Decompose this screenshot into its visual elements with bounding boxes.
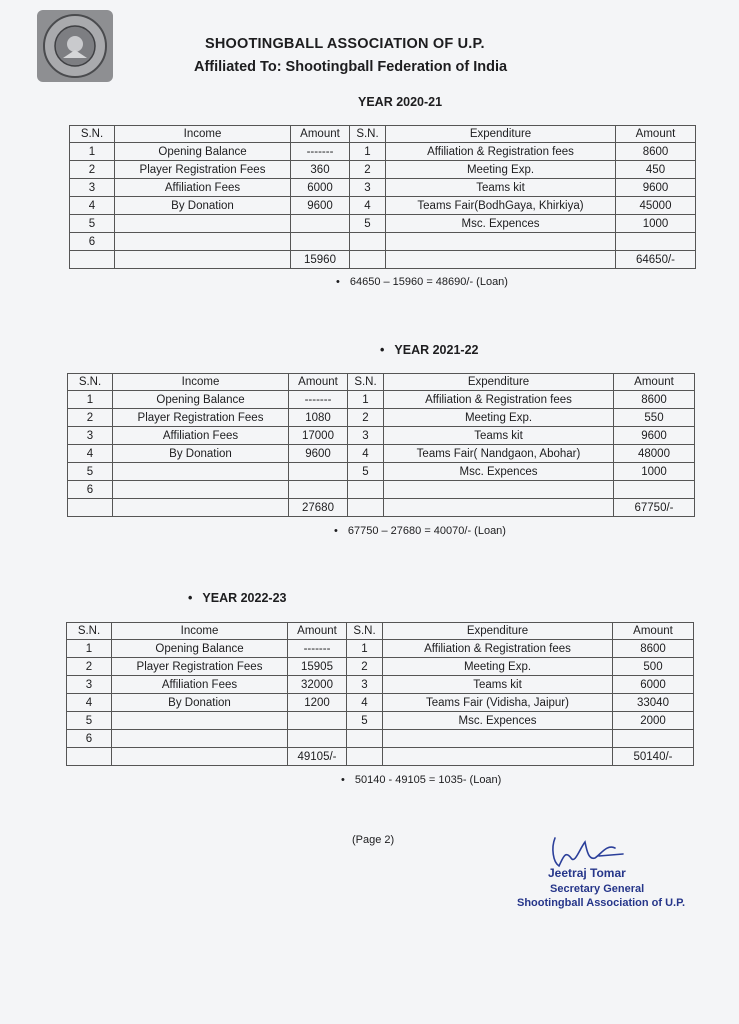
- table-row: [67, 640, 694, 658]
- income-amount: 9600: [289, 445, 348, 463]
- expenditure-amount: 8600: [616, 143, 696, 161]
- expenditure-sn: 1: [350, 143, 386, 161]
- year-heading: • YEAR 2021-22: [380, 343, 479, 357]
- income-item: [113, 481, 289, 499]
- expenditure-sn: 4: [350, 197, 386, 215]
- income-sn: 6: [68, 481, 113, 499]
- expenditure-sn: 4: [348, 445, 384, 463]
- expenditure-amount: [614, 481, 695, 499]
- column-header: Amount: [291, 126, 350, 143]
- income-item: Player Registration Fees: [113, 409, 289, 427]
- income-item: Player Registration Fees: [115, 161, 291, 179]
- table-row: [68, 391, 695, 409]
- income-amount: [289, 463, 348, 481]
- expenditure-item: Affiliation & Registration fees: [384, 391, 614, 409]
- table-row: [67, 658, 694, 676]
- income-item: [115, 233, 291, 251]
- income-sn: 1: [70, 143, 115, 161]
- expenditure-item: Msc. Expences: [383, 712, 613, 730]
- expenditure-amount: 9600: [614, 427, 695, 445]
- column-header: S.N.: [68, 374, 113, 391]
- expenditure-sn: [350, 233, 386, 251]
- column-header: S.N.: [70, 126, 115, 143]
- expenditure-item: Teams Fair (Vidisha, Jaipur): [383, 694, 613, 712]
- total-income: 49105/-: [288, 748, 347, 766]
- page-number: (Page 2): [352, 834, 395, 846]
- income-sn: 3: [68, 427, 113, 445]
- income-item: Affiliation Fees: [113, 427, 289, 445]
- income-amount: [289, 481, 348, 499]
- table-row: [67, 676, 694, 694]
- expenditure-sn: [347, 730, 383, 748]
- column-header: Income: [112, 623, 288, 640]
- expenditure-sn: 3: [350, 179, 386, 197]
- signatory-organization: Shootingball Association of U.P.: [517, 897, 686, 909]
- expenditure-sn: 5: [348, 463, 384, 481]
- expenditure-sn: 3: [348, 427, 384, 445]
- income-amount: 9600: [291, 197, 350, 215]
- table-row: [70, 161, 696, 179]
- income-amount: 1080: [289, 409, 348, 427]
- column-header: Amount: [289, 374, 348, 391]
- expenditure-item: Msc. Expences: [386, 215, 616, 233]
- signatory-name: Jeetraj Tomar: [548, 866, 626, 880]
- income-sn: 2: [70, 161, 115, 179]
- expenditure-sn: 2: [347, 658, 383, 676]
- expenditure-sn: 2: [350, 161, 386, 179]
- column-header: S.N.: [348, 374, 384, 391]
- expenditure-amount: 9600: [616, 179, 696, 197]
- expenditure-amount: 1000: [616, 215, 696, 233]
- expenditure-amount: 8600: [613, 640, 694, 658]
- income-item: Opening Balance: [112, 640, 288, 658]
- expenditure-item: Teams Fair( Nandgaon, Abohar): [384, 445, 614, 463]
- bullet-icon: •: [341, 774, 345, 786]
- expenditure-item: Msc. Expences: [384, 463, 614, 481]
- column-header: Expenditure: [386, 126, 616, 143]
- table-header-row: [68, 374, 695, 391]
- income-item: [115, 215, 291, 233]
- loan-formula: • 64650 – 15960 = 48690/- (Loan): [336, 276, 508, 288]
- column-header: Income: [113, 374, 289, 391]
- association-logo: [37, 10, 113, 82]
- expenditure-item: [384, 481, 614, 499]
- expenditure-sn: 1: [347, 640, 383, 658]
- table-row: [68, 463, 695, 481]
- income-sn: 2: [68, 409, 113, 427]
- expenditure-sn: [348, 481, 384, 499]
- expenditure-amount: 450: [616, 161, 696, 179]
- year-heading: • YEAR 2022-23: [188, 591, 287, 605]
- year-table: [67, 373, 695, 517]
- income-amount: [291, 233, 350, 251]
- table-row: [70, 215, 696, 233]
- income-amount: -------: [291, 143, 350, 161]
- table-row: [67, 712, 694, 730]
- expenditure-sn: 3: [347, 676, 383, 694]
- expenditure-amount: 500: [613, 658, 694, 676]
- income-amount: -------: [288, 640, 347, 658]
- bullet-icon: •: [380, 343, 385, 357]
- table-row: [70, 143, 696, 161]
- table-header-row: [67, 623, 694, 640]
- income-sn: 5: [68, 463, 113, 481]
- bullet-icon: •: [188, 591, 193, 605]
- column-header: Amount: [614, 374, 695, 391]
- income-sn: 2: [67, 658, 112, 676]
- expenditure-item: Meeting Exp.: [383, 658, 613, 676]
- expenditure-item: Meeting Exp.: [386, 161, 616, 179]
- expenditure-item: Teams kit: [386, 179, 616, 197]
- total-row: [70, 251, 696, 269]
- logo-emblem-icon: [41, 12, 109, 80]
- income-sn: 1: [67, 640, 112, 658]
- expenditure-sn: 1: [348, 391, 384, 409]
- income-amount: 6000: [291, 179, 350, 197]
- column-header: Expenditure: [383, 623, 613, 640]
- table-row: [67, 694, 694, 712]
- expenditure-amount: 1000: [614, 463, 695, 481]
- expenditure-item: Affiliation & Registration fees: [386, 143, 616, 161]
- table-row: [68, 409, 695, 427]
- expenditure-amount: 45000: [616, 197, 696, 215]
- expenditure-amount: 6000: [613, 676, 694, 694]
- year-heading: YEAR 2020-21: [358, 95, 443, 109]
- loan-formula: • 67750 – 27680 = 40070/- (Loan): [334, 525, 506, 537]
- income-item: By Donation: [112, 694, 288, 712]
- income-amount: [288, 730, 347, 748]
- total-expenditure: 64650/-: [616, 251, 696, 269]
- income-item: Player Registration Fees: [112, 658, 288, 676]
- table-row: [67, 730, 694, 748]
- income-amount: 32000: [288, 676, 347, 694]
- expenditure-sn: 2: [348, 409, 384, 427]
- loan-formula: • 50140 - 49105 = 1035- (Loan): [341, 774, 502, 786]
- income-sn: 3: [70, 179, 115, 197]
- column-header: Amount: [616, 126, 696, 143]
- income-item: Opening Balance: [113, 391, 289, 409]
- expenditure-item: Teams Fair(BodhGaya, Khirkiya): [386, 197, 616, 215]
- expenditure-item: Teams kit: [384, 427, 614, 445]
- expenditure-amount: 550: [614, 409, 695, 427]
- signatory-title: Secretary General: [550, 883, 645, 895]
- income-item: [112, 712, 288, 730]
- income-item: By Donation: [115, 197, 291, 215]
- expenditure-item: Affiliation & Registration fees: [383, 640, 613, 658]
- column-header: Amount: [288, 623, 347, 640]
- table-row: [68, 445, 695, 463]
- income-amount: [288, 712, 347, 730]
- table-row: [70, 179, 696, 197]
- table-row: [68, 427, 695, 445]
- income-sn: 4: [70, 197, 115, 215]
- total-expenditure: 50140/-: [613, 748, 694, 766]
- total-income: 15960: [291, 251, 350, 269]
- income-amount: [291, 215, 350, 233]
- income-amount: 360: [291, 161, 350, 179]
- expenditure-item: Teams kit: [383, 676, 613, 694]
- column-header: Income: [115, 126, 291, 143]
- column-header: S.N.: [347, 623, 383, 640]
- expenditure-amount: 8600: [614, 391, 695, 409]
- year-table: [69, 125, 696, 269]
- income-item: By Donation: [113, 445, 289, 463]
- column-header: S.N.: [67, 623, 112, 640]
- table-row: [70, 233, 696, 251]
- table-header-row: [70, 126, 696, 143]
- expenditure-item: [383, 730, 613, 748]
- total-row: [67, 748, 694, 766]
- income-sn: 4: [68, 445, 113, 463]
- bullet-icon: •: [336, 276, 340, 288]
- income-sn: 4: [67, 694, 112, 712]
- expenditure-amount: [613, 730, 694, 748]
- expenditure-sn: 5: [347, 712, 383, 730]
- income-item: Affiliation Fees: [115, 179, 291, 197]
- income-sn: 5: [70, 215, 115, 233]
- year-table: [66, 622, 694, 766]
- expenditure-amount: 48000: [614, 445, 695, 463]
- expenditure-item: Meeting Exp.: [384, 409, 614, 427]
- income-item: Opening Balance: [115, 143, 291, 161]
- column-header: Expenditure: [384, 374, 614, 391]
- income-sn: 6: [67, 730, 112, 748]
- total-row: [68, 499, 695, 517]
- income-amount: 1200: [288, 694, 347, 712]
- total-income: 27680: [289, 499, 348, 517]
- income-item: [112, 730, 288, 748]
- income-sn: 6: [70, 233, 115, 251]
- income-item: [113, 463, 289, 481]
- table-row: [68, 481, 695, 499]
- expenditure-amount: 2000: [613, 712, 694, 730]
- income-amount: -------: [289, 391, 348, 409]
- expenditure-item: [386, 233, 616, 251]
- column-header: S.N.: [350, 126, 386, 143]
- income-sn: 5: [67, 712, 112, 730]
- income-amount: 15905: [288, 658, 347, 676]
- income-item: Affiliation Fees: [112, 676, 288, 694]
- income-sn: 1: [68, 391, 113, 409]
- expenditure-amount: 33040: [613, 694, 694, 712]
- income-sn: 3: [67, 676, 112, 694]
- expenditure-amount: [616, 233, 696, 251]
- expenditure-sn: 5: [350, 215, 386, 233]
- expenditure-sn: 4: [347, 694, 383, 712]
- affiliation-subtitle: Affiliated To: Shootingball Federation of India: [194, 59, 508, 75]
- column-header: Amount: [613, 623, 694, 640]
- association-title: SHOOTINGBALL ASSOCIATION OF U.P.: [205, 36, 485, 52]
- bullet-icon: •: [334, 525, 338, 537]
- total-expenditure: 67750/-: [614, 499, 695, 517]
- table-row: [70, 197, 696, 215]
- income-amount: 17000: [289, 427, 348, 445]
